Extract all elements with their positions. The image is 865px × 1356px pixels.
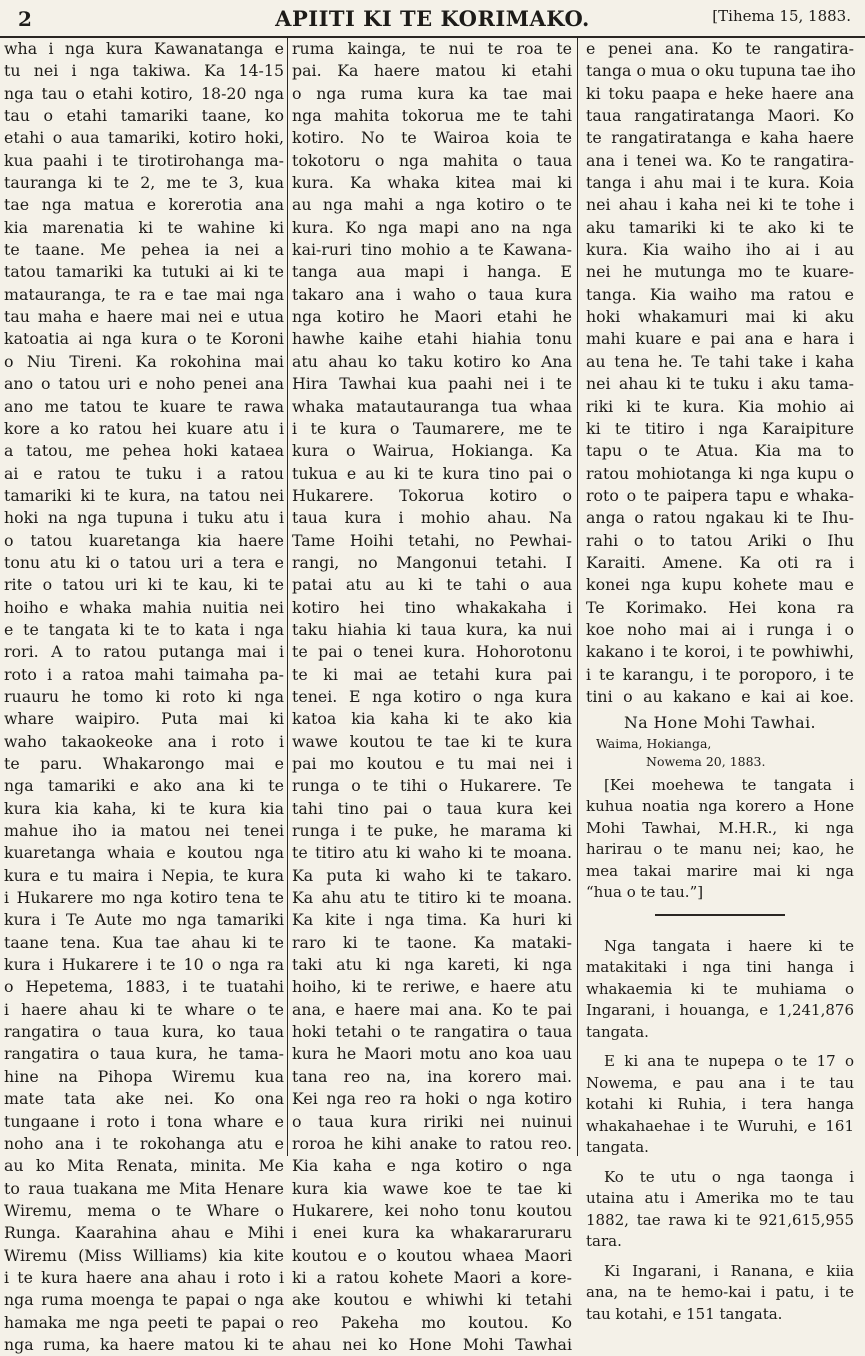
article-line: Kia kaha e nga kotiro o nga — [292, 1156, 572, 1176]
article-line: katoa kia kaha ki te ako kia — [292, 709, 572, 729]
article-line: ano me tatou te kuare te rawa — [4, 396, 284, 416]
article-column-1 — [4, 38, 284, 1354]
article-line: tamariki ki te kura, na tatou nei — [4, 485, 284, 505]
article-line: taua kura i mohio ahau. Na — [292, 508, 572, 528]
article-line: wawe koutou te tae ki te kura — [292, 731, 572, 751]
letter-line: i te karangu, i te poroporo, i te — [586, 664, 854, 684]
news-paragraph — [586, 936, 854, 1044]
article-line: whare waipiro. Puta mai ki — [4, 709, 284, 729]
article-line: Hira Tawhai kua paahi nei i te — [292, 374, 572, 394]
article-line: noho ana i te rokohanga atu e — [4, 1133, 284, 1153]
article-line: tau maha e haere mai nei e utua — [4, 307, 284, 327]
article-line: raro ki te taone. Ka mataki- — [292, 932, 572, 952]
newspaper-title: APIITI KI TE KORIMAKO. — [275, 6, 590, 31]
article-line: rori. A to ratou putanga mai i — [4, 642, 284, 662]
article-line: nga mahita tokorua me te tahi — [292, 106, 572, 126]
article-line: kura he Maori motu ano koa uau — [292, 1044, 572, 1064]
article-line: rangatira o taua kura, ko taua — [4, 1022, 284, 1042]
page-number: 2 — [18, 7, 32, 31]
article-line: e te tangata ki te to kata i nga — [4, 619, 284, 639]
news-line: Ki Ingarani, i Ranana, e kiia — [604, 1261, 854, 1280]
letter-line: taua rangatiratanga Maori. Ko — [586, 106, 854, 126]
page-header — [0, 0, 865, 38]
letter-line: nei ahau ki te tuku i aku tama- — [586, 374, 854, 394]
news-paragraph — [586, 1167, 854, 1253]
article-line: ai e ratou te tuku i a ratou — [4, 463, 284, 483]
letter-line: nei ahau i kaha nei ki te tohe i — [586, 195, 854, 215]
article-line: kura. Ko nga mapi ano na nga — [292, 217, 572, 237]
article-line: taku hiahia ki taua kura, ka nui — [292, 619, 572, 639]
article-line: kura o Wairua, Hokianga. Ka — [292, 441, 572, 461]
article-line: pai. Ka haere matou ki etahi — [292, 61, 572, 81]
article-line: tu nei i nga takiwa. Ka 14-15 — [4, 61, 284, 81]
article-line: tonu atu ki o tatou uri a tera e — [4, 552, 284, 572]
article-line: tae nga matua e korerotia ana — [4, 195, 284, 215]
article-line: kai-ruri tino mohio a te Kawana- — [292, 240, 572, 260]
news-line: matakitaki i nga tini hanga i — [586, 958, 854, 977]
letter-line: kakano i te koroi, i te powhiwhi, — [586, 642, 854, 662]
article-line: ake koutou e whiwhi ki tetahi — [292, 1290, 572, 1310]
news-line: Nga tangata i haere ki te — [604, 936, 854, 955]
news-line: Nowema, e pau ana i te tau — [586, 1073, 854, 1092]
section-separator — [655, 914, 785, 916]
news-line: tangata. — [586, 1022, 649, 1041]
article-line: tanga aua mapi i hanga. E — [292, 262, 572, 282]
article-line: kura i Hukarere i te 10 o nga ra — [4, 955, 284, 975]
article-line: tungaane i roto i tona whare e — [4, 1111, 284, 1131]
letter-line: ratou mohiotanga ki nga kupu o — [586, 463, 854, 483]
letter-date: Nowema 20, 1883. — [646, 753, 766, 769]
article-line: pai mo koutou e tu mai nei i — [292, 754, 572, 773]
news-line: Ingarani, i houanga, e 1,241,876 — [586, 1001, 854, 1020]
article-line: runga i te puke, he marama ki — [292, 821, 572, 841]
article-line: runga o te tihi o Hukarere. Te — [292, 776, 572, 796]
letter-line: roto o te paipera tapu e whaka- — [586, 485, 854, 505]
letter-line: tapu o te Atua. Kia ma to — [586, 441, 854, 461]
article-line: tana reo na, ina korero mai. — [292, 1066, 572, 1086]
news-line: ana, na te hemo-kai i patu, i te — [586, 1283, 854, 1302]
letter-line: ki toku paapa e heke haere ana — [586, 83, 854, 103]
article-line: ano o tatou uri e noho penei ana — [4, 374, 284, 394]
article-line: Runga. Kaarahina ahau e Mihi — [4, 1223, 284, 1243]
news-line: Ko te utu o nga taonga i — [604, 1167, 854, 1186]
article-line: te paru. Whakarongo mai e — [4, 754, 284, 773]
article-line: hoiho, ki te reriwe, e haere atu — [292, 977, 572, 997]
article-line: au ko Mita Renata, minita. Me — [4, 1156, 284, 1176]
article-line: te pai o tenei kura. Hohorotonu — [292, 642, 572, 662]
article-line: Tame Hoihi tetahi, no Pewhai- — [292, 530, 572, 550]
article-line: rangatira o taua kura, he tama- — [4, 1044, 284, 1064]
article-line: taane tena. Kua tae ahau ki te — [4, 932, 284, 952]
article-line: nga ruma moenga te papai o nga — [4, 1290, 284, 1310]
news-line: tau kotahi, e 151 tangata. — [586, 1304, 783, 1323]
article-line: Hukarere, kei noho tonu koutou — [292, 1200, 572, 1220]
article-line: kotiro. No te Wairoa koia te — [292, 128, 572, 148]
article-line: o taua kura ririki nei nuinui — [292, 1111, 572, 1131]
article-line: matauranga, te ra e tae mai nga — [4, 284, 284, 304]
letter-line: mahi kuare e pai ana e hara i — [586, 329, 854, 349]
letter-line: kura. Kia waiho iho ai i au — [586, 240, 854, 260]
letter-line: nei he mutunga mo te kuare- — [586, 262, 854, 282]
article-line: Ka kite i nga tima. Ka huri ki — [292, 910, 572, 930]
news-line: 1882, tae rawa ki te 921,615,955 — [586, 1210, 854, 1229]
letter-line: anga o ratou ngakau ki te Ihu- — [586, 508, 854, 528]
article-line: nga kotiro he Maori etahi he — [292, 307, 572, 327]
article-line: Wiremu (Miss Williams) kia kite — [4, 1245, 284, 1265]
news-line: tara. — [586, 1232, 622, 1251]
article-line: ki a ratou kohete Maori a kore- — [292, 1267, 572, 1287]
article-line: Kei nga reo ra hoki o nga kotiro — [292, 1089, 572, 1109]
article-line: tau o etahi tamariki taane, ko — [4, 106, 284, 126]
article-line: kura. Ka whaka kitea mai ki — [292, 173, 572, 193]
editor-note-line: “hua o te tau.”] — [586, 883, 704, 902]
article-line: hoki tetahi o te rangatira o taua — [292, 1022, 572, 1042]
article-line: Wiremu, mema o te Whare o — [4, 1200, 284, 1220]
article-line: hoiho e whaka mahia nuitia nei — [4, 597, 284, 617]
editor-note — [586, 775, 854, 904]
article-line: au nga mahi a nga kotiro o te — [292, 195, 572, 215]
letter-signature: Na Hone Mohi Tawhai. — [624, 713, 816, 733]
letter-line: e penei ana. Ko te rangatira- — [586, 39, 854, 58]
article-line: whaka matautauranga tua whaa — [292, 396, 572, 416]
article-line: kua paahi i te tirotirohanga ma- — [4, 150, 284, 170]
letter-line: tini o au kakano e kai ai koe. — [586, 686, 854, 706]
article-line: nga tau o etahi kotiro, 18-20 nga — [4, 83, 284, 103]
article-line: o tatou kuaretanga kia haere — [4, 530, 284, 550]
article-line: takaro ana i waho o taua kura — [292, 284, 572, 304]
letter-line: konei nga kupu kohete mau e — [586, 575, 854, 595]
letter-line: aku tamariki ki te ako ki te — [586, 217, 854, 237]
article-line: te taane. Me pehea ia nei a — [4, 240, 284, 260]
editor-note-line: [Kei moehewa te tangata i — [604, 775, 854, 794]
letter-line: hoki whakamuri mai ki aku — [586, 307, 854, 327]
article-line: mate tata ake nei. Ko ona — [4, 1089, 284, 1109]
article-line: kotiro hei tino whakakaha i — [292, 597, 572, 617]
article-line: a tatou, me pehea hoki kataea — [4, 441, 284, 461]
article-line: kura i Te Aute mo nga tamariki — [4, 910, 284, 930]
article-line: o Hepetema, 1883, i te tuatahi — [4, 977, 284, 997]
article-line: Hukarere. Tokorua kotiro o — [292, 485, 572, 505]
letter-line: Te Korimako. Hei kona ra — [586, 597, 854, 617]
column-rule — [577, 38, 578, 1156]
article-line: etahi o aua tamariki, kotiro hoki, — [4, 128, 284, 148]
letter-line: te rangatiratanga e kaha haere — [586, 128, 854, 148]
article-line: rangi, no Mangonui tetahi. I — [292, 552, 572, 572]
letter-place: Waima, Hokianga, — [596, 735, 712, 751]
article-line: i Hukarere mo nga kotiro tena te — [4, 888, 284, 908]
article-line: mahue iho ia matou nei tenei — [4, 821, 284, 841]
letter-line: tanga i ahu mai i te kura. Koia — [586, 173, 854, 193]
article-line: te ki mai ae tetahi kura pai — [292, 664, 572, 684]
article-line: kore a ko ratou hei kuare atu i — [4, 418, 284, 438]
editor-note-line: mea takai marire mai ki nga — [586, 861, 854, 880]
letter-line: ana i tenei wa. Ko te rangatira- — [586, 150, 854, 170]
article-column-3 — [586, 38, 856, 1323]
article-line: katoatia ai nga kura o te Koroni — [4, 329, 284, 349]
article-line: kura e tu maira i Nepia, te kura — [4, 865, 284, 885]
article-line: to raua tuakana me Mita Henare — [4, 1178, 284, 1198]
news-line: whakaemia ki te muhiama o — [586, 979, 854, 998]
letter-line: tanga o mua o oku tupuna tae iho — [586, 61, 856, 81]
editor-note-line: Mohi Tawhai, M.H.R., ki nga — [586, 818, 854, 837]
letter-line: tanga. Kia waiho ma ratou e — [586, 284, 854, 304]
article-line: nga tamariki e ako ana ki te — [4, 776, 284, 796]
article-line: rite o tatou uri ki te kau, ki te — [4, 575, 284, 595]
article-line: nga ruma, ka haere matou ki te — [4, 1334, 284, 1354]
article-line: Ka puta ki waho ki te takaro. — [292, 865, 572, 885]
column-rule — [287, 38, 288, 1156]
issue-date: [Tihema 15, 1883. — [712, 7, 851, 25]
letter-line: koe noho mai ai i runga i o — [586, 619, 854, 639]
article-line: kuaretanga whaia e koutou nga — [4, 843, 284, 863]
article-line: tatou tamariki ka tutuki ai ki te — [4, 262, 284, 282]
article-column-2 — [292, 38, 572, 1354]
letter-line: riki ki te kura. Kia mohio ai — [586, 396, 854, 416]
article-line: roroa he kihi anake to ratou reo. — [292, 1133, 572, 1153]
article-line: roto i a ratoa mahi taimaha pa- — [4, 664, 284, 684]
article-line: hamaka me nga peeti te papai o — [4, 1312, 284, 1332]
article-line: ahau nei ko Hone Mohi Tawhai — [292, 1334, 572, 1354]
article-line: taki atu ki nga kareti, ki nga — [292, 955, 572, 975]
article-line: waho takaokeoke ana i roto i — [4, 731, 284, 751]
article-line: o nga ruma kura ka tae mai — [292, 83, 572, 103]
letter-line: au tena he. Te tahi take i kaha — [586, 351, 854, 371]
article-line: ruma kainga, te nui te roa te — [292, 39, 572, 58]
article-line: o Niu Tireni. Ka rokohina mai — [4, 351, 284, 371]
article-line: kia marenatia ki te wahine ki — [4, 217, 284, 237]
news-line: utaina atu i Amerika mo te tau — [586, 1189, 854, 1208]
article-line: i te kura haere ana ahau i roto i — [4, 1267, 284, 1287]
article-line: wha i nga kura Kawanatanga e — [4, 39, 284, 58]
article-line: i haere ahau ki te whare o te — [4, 999, 284, 1019]
article-line: hine na Pihopa Wiremu kua — [4, 1066, 284, 1086]
article-line: hoki na nga tupuna i tuku atu i — [4, 508, 284, 528]
article-line: ana, e haere mai ana. Ko te pai — [292, 999, 572, 1019]
news-paragraph — [586, 1261, 854, 1326]
article-line: Ka ahu atu te titiro ki te moana. — [292, 888, 572, 908]
article-line: te titiro atu ki waho ki te moana. — [292, 843, 572, 863]
news-line: whakahaehae i te Wuruhi, e 161 — [586, 1116, 854, 1135]
news-paragraph — [586, 1051, 854, 1159]
letter-line: Karaiti. Amene. Ka oti ra i — [586, 552, 854, 572]
article-line: i enei kura ka whakararuraru — [292, 1223, 572, 1243]
article-line: tahi tino pai o taua kura kei — [292, 798, 572, 818]
article-line: i te kura o Taumarere, me te — [292, 418, 572, 438]
article-line: tauranga ki te 2, me te 3, kua — [4, 173, 284, 193]
article-line: tukua e au ki te kura tino pai o — [292, 463, 572, 483]
letter-line: rahi o to tatou Ariki o Ihu — [586, 530, 854, 550]
article-line: koutou e o koutou whaea Maori — [292, 1245, 572, 1265]
article-line: kura kia kaha, ki te kura kia — [4, 798, 284, 818]
article-line: ruauru he tomo ki roto ki nga — [4, 686, 284, 706]
news-line: tangata. — [586, 1138, 649, 1157]
article-line: atu ahau ko taku kotiro ko Ana — [292, 351, 572, 371]
article-line: patai atu au ki te tahi o aua — [292, 575, 572, 595]
news-line: kotahi ki Ruhia, i tera hanga — [586, 1095, 854, 1114]
article-line: reo Pakeha mo koutou. Ko — [292, 1312, 572, 1332]
article-line: tenei. E nga kotiro o nga kura — [292, 686, 572, 706]
news-line: E ki ana te nupepa o te 17 o — [604, 1052, 854, 1071]
editor-note-line: harirau o te manu nei; kao, he — [586, 840, 854, 859]
letter-line: ki te titiro i nga Karaipiture — [586, 418, 854, 438]
editor-note-line: kuhua noatia nga korero a Hone — [586, 797, 854, 816]
article-line: kura kia wawe koe te tae ki — [292, 1178, 572, 1198]
article-line: tokotoru o nga mahita o taua — [292, 150, 572, 170]
article-line: hawhe kaihe etahi hiahia tonu — [292, 329, 572, 349]
